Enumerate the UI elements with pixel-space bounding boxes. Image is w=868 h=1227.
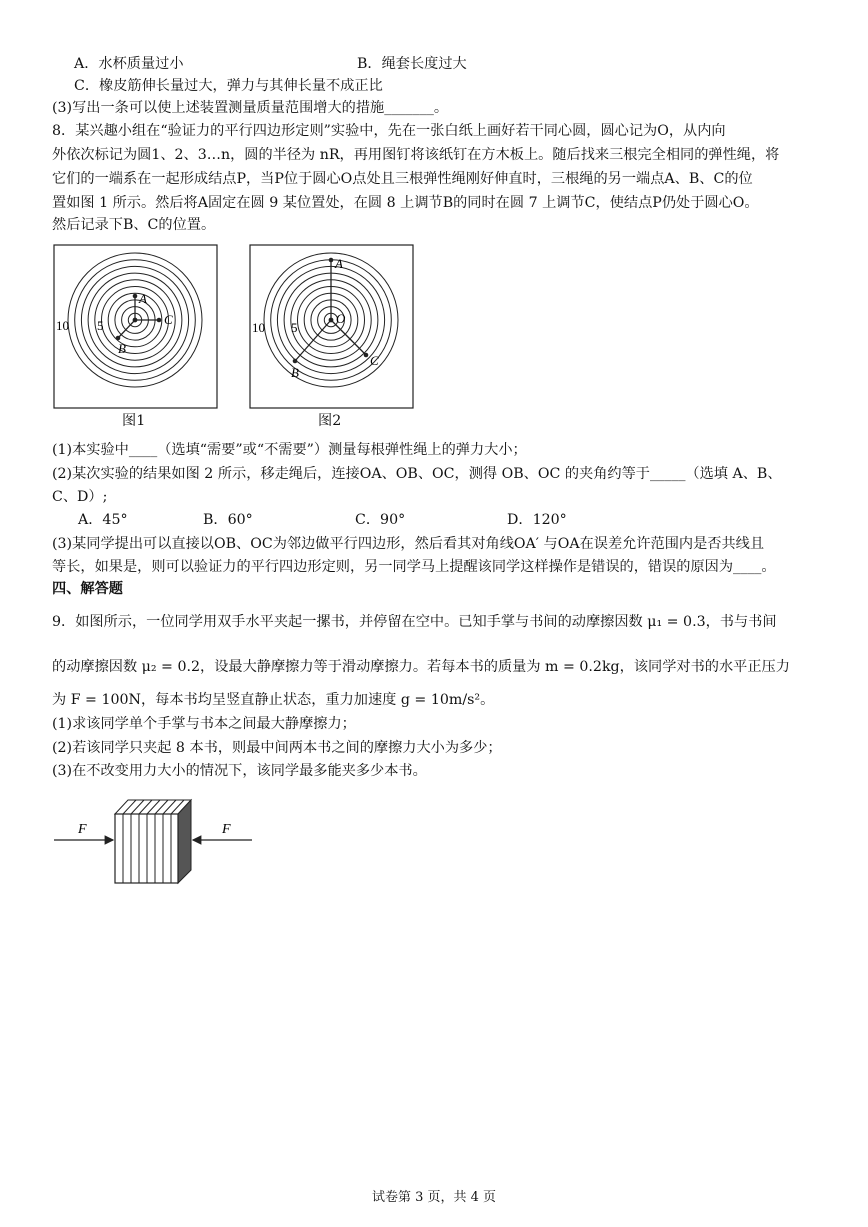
q8-subquestion-3-line-2: 等长，如果是，则可以验证力的平行四边形定则，另一同学马上提醒该同学这样操作是错误的，错误的原因为____。 <box>52 559 776 575</box>
figure-1-concentric-circles <box>52 243 220 411</box>
q8-subquestion-3-line-1: (3)某同学提出可以直接以OB、OC为邻边做平行四边形，然后看其对角线OA′ 与OA在误差允许范围内是否共线且 <box>52 536 765 552</box>
q8-text-line-3: 它们的一端系在一起形成结点P，当P位于圆心O点处且三根弹性绳刚好伸直时，三根绳的另一端点A、B、C的位 <box>52 171 753 187</box>
left-force-label: F <box>78 822 87 837</box>
q9-subquestion-3: (3)在不改变用力大小的情况下，该同学最多能夹多少本书。 <box>52 763 427 779</box>
q8-option-b: B．60° <box>203 512 253 528</box>
fig2-label-a: A <box>335 256 343 271</box>
q9-text-line-2: 的动摩擦因数 μ₂ = 0.2，设最大静摩擦力等于滑动摩擦力。若每本书的质量为 m = 0.2kg，该同学对书的水平正压力 <box>52 659 790 675</box>
q8-subquestion-2-line-1: (2)某次实验的结果如图 2 所示，移走绳后，连接OA、OB、OC，测得 OB、OC 的夹角约等于_____（选填 A、B、 <box>52 466 782 482</box>
fig1-label-b: B <box>118 341 126 356</box>
fig2-label-b: B <box>291 365 299 380</box>
fig1-point-a <box>133 294 138 299</box>
fig2-label-10: 10 <box>252 320 265 335</box>
fig1-point-c <box>157 318 162 323</box>
books-figure <box>52 786 257 886</box>
q9-subquestion-1: (1)求该同学单个手掌与书本之间最大静摩擦力； <box>52 716 356 732</box>
fig1-point-b <box>116 336 121 341</box>
fig2-label-o: O <box>336 311 346 326</box>
section-title: 四、解答题 <box>52 581 123 597</box>
q7-subquestion-3: (3)写出一条可以使上述装置测量质量范围增大的措施_______。 <box>52 100 449 116</box>
q8-text-line-2: 外依次标记为圆1、2、3…n，圆的半径为 nR，再用图钉将该纸钉在方木板上。随后找来三根完全相同的弹性绳，将 <box>52 147 780 163</box>
q9-text-line-1: 9．如图所示，一位同学用双手水平夹起一摞书，并停留在空中。已知手掌与书间的动摩擦因数 μ₁ = 0.3，书与书间 <box>52 614 777 630</box>
q9-text-line-3: 为 F = 100N，每本书均呈竖直静止状态，重力加速度 g = 10m/s²。 <box>52 692 495 708</box>
fig2-label-c: C <box>370 353 379 368</box>
q8-subquestion-1: (1)本实验中____（选填“需要”或“不需要”）测量每根弹性绳上的弹力大小； <box>52 442 527 458</box>
fig2-point-a <box>329 258 334 263</box>
fig1-label-10: 10 <box>56 318 69 333</box>
fig1-label-a: A <box>139 291 147 306</box>
fig2-point-c <box>364 353 369 358</box>
q8-text-line-4: 置如图 1 所示。然后将A固定在圆 9 某位置处，在圆 8 上调节B的同时在圆 7 上调节C，使结点P仍处于圆心O。 <box>52 195 759 211</box>
page-footer: 试卷第 3 页，共 4 页 <box>371 1190 497 1205</box>
q7-option-a: A．水杯质量过小 <box>74 56 184 72</box>
q8-text-line-1: 8．某兴趣小组在“验证力的平行四边形定则”实验中，先在一张白纸上画好若干同心圆，圆心记为O，从内向 <box>52 123 726 139</box>
fig2-caption: 图2 <box>318 413 342 429</box>
q8-option-d: D．120° <box>507 512 567 528</box>
q8-option-a: A．45° <box>78 512 128 528</box>
fig1-label-c: C <box>164 312 173 327</box>
q8-text-line-5: 然后记录下B、C的位置。 <box>52 217 216 233</box>
right-force-label: F <box>222 822 231 837</box>
fig1-label-5: 5 <box>97 318 104 333</box>
figure-2-concentric-circles <box>248 243 416 411</box>
fig1-caption: 图1 <box>122 413 146 429</box>
q7-option-b: B．绳套长度过大 <box>357 56 467 72</box>
q9-subquestion-2: (2)若该同学只夹起 8 本书，则最中间两本书之间的摩擦力大小为多少； <box>52 740 502 756</box>
fig2-point-b <box>293 359 298 364</box>
fig2-label-5: 5 <box>291 320 298 335</box>
q7-option-c: C．橡皮筋伸长量过大，弹力与其伸长量不成正比 <box>74 78 383 94</box>
q8-option-c: C．90° <box>355 512 406 528</box>
q8-subquestion-2-line-2: C、D）; <box>52 489 108 505</box>
